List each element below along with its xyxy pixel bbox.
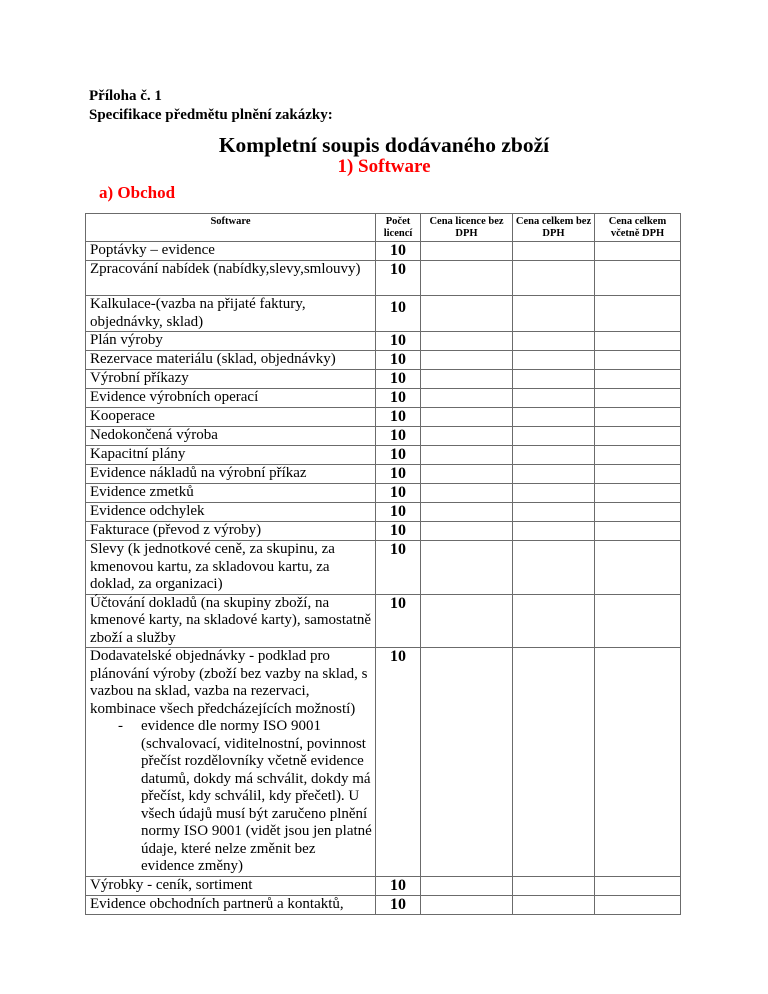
table-header-row bbox=[86, 214, 681, 242]
row-name: Poptávky – evidence bbox=[86, 242, 376, 261]
column-header-total-incl-vat: Cena celkem včetně DPH bbox=[595, 214, 681, 242]
row-total-vat[interactable] bbox=[595, 648, 681, 877]
row-total-vat[interactable] bbox=[595, 541, 681, 595]
iso-9001-bullet bbox=[90, 718, 372, 876]
row-qty: 10 bbox=[376, 876, 421, 895]
row-name: Evidence nákladů na výrobní příkaz bbox=[86, 465, 376, 484]
row-qty: 10 bbox=[376, 389, 421, 408]
specification-heading: Specifikace předmětu plnění zakázky: bbox=[89, 107, 333, 123]
row-total[interactable] bbox=[513, 408, 595, 427]
row-total[interactable] bbox=[513, 895, 595, 914]
row-name: Kapacitní plány bbox=[86, 446, 376, 465]
row-name: Účtování dokladů (na skupiny zboží, na kmenové karty, na skladové karty), samostatně zboží a služby bbox=[86, 594, 376, 648]
row-qty: 10 bbox=[376, 648, 421, 877]
table-row bbox=[86, 895, 681, 914]
row-qty: 10 bbox=[376, 541, 421, 595]
table-row bbox=[86, 332, 681, 351]
software-spec-table bbox=[85, 213, 681, 915]
row-total[interactable] bbox=[513, 876, 595, 895]
row-total[interactable] bbox=[513, 484, 595, 503]
row-name: Kalkulace-(vazba na přijaté faktury, objednávky, sklad) bbox=[86, 296, 376, 332]
row-qty: 10 bbox=[376, 332, 421, 351]
row-name: Evidence odchylek bbox=[86, 503, 376, 522]
table-row bbox=[86, 261, 681, 296]
table-row bbox=[86, 648, 681, 877]
table-row bbox=[86, 541, 681, 595]
row-total[interactable] bbox=[513, 261, 595, 296]
row-unit-price[interactable] bbox=[421, 648, 513, 877]
row-name: Slevy (k jednotkové ceně, za skupinu, za kmenovou kartu, za skladovou kartu, za doklad, za organizaci) bbox=[86, 541, 376, 595]
row-qty: 10 bbox=[376, 522, 421, 541]
table-row bbox=[86, 242, 681, 261]
row-total-vat[interactable] bbox=[595, 261, 681, 296]
row-name: Výrobní příkazy bbox=[86, 370, 376, 389]
row-total-vat[interactable] bbox=[595, 332, 681, 351]
row-total-vat[interactable] bbox=[595, 895, 681, 914]
row-total[interactable] bbox=[513, 522, 595, 541]
row-qty: 10 bbox=[376, 465, 421, 484]
table-row bbox=[86, 389, 681, 408]
row-qty: 10 bbox=[376, 503, 421, 522]
table-row bbox=[86, 351, 681, 370]
row-unit-price[interactable] bbox=[421, 296, 513, 332]
column-header-license-price: Cena licence bez DPH bbox=[421, 214, 513, 242]
row-unit-price[interactable] bbox=[421, 503, 513, 522]
row-name: Evidence zmetků bbox=[86, 484, 376, 503]
row-name: Rezervace materiálu (sklad, objednávky) bbox=[86, 351, 376, 370]
row-total-vat[interactable] bbox=[595, 522, 681, 541]
table-row bbox=[86, 296, 681, 332]
row-name: Dodavatelské objednávky - podklad pro plánování výroby (zboží bez vazby na sklad, s vazbou na sklad, vazba na rezervaci, kombinace všech předcházejících možností) bbox=[90, 648, 368, 717]
row-total-vat[interactable] bbox=[595, 446, 681, 465]
row-unit-price[interactable] bbox=[421, 389, 513, 408]
row-total[interactable] bbox=[513, 332, 595, 351]
row-unit-price[interactable] bbox=[421, 594, 513, 648]
row-total-vat[interactable] bbox=[595, 427, 681, 446]
row-total[interactable] bbox=[513, 503, 595, 522]
row-unit-price[interactable] bbox=[421, 484, 513, 503]
row-unit-price[interactable] bbox=[421, 895, 513, 914]
row-name: Zpracování nabídek (nabídky,slevy,smlouvy) bbox=[86, 261, 376, 296]
row-name: Evidence výrobních operací bbox=[86, 389, 376, 408]
row-name: Výrobky - ceník, sortiment bbox=[86, 876, 376, 895]
table-row bbox=[86, 370, 681, 389]
document-title: Kompletní soupis dodávaného zboží bbox=[218, 133, 550, 157]
annex-number: Příloha č. 1 bbox=[89, 88, 162, 104]
row-unit-price[interactable] bbox=[421, 332, 513, 351]
row-name: Kooperace bbox=[86, 408, 376, 427]
row-name: Plán výroby bbox=[86, 332, 376, 351]
row-unit-price[interactable] bbox=[421, 408, 513, 427]
row-total[interactable] bbox=[513, 351, 595, 370]
row-unit-price[interactable] bbox=[421, 242, 513, 261]
row-total-vat[interactable] bbox=[595, 242, 681, 261]
column-header-license-count: Počet licencí bbox=[376, 214, 421, 242]
row-unit-price[interactable] bbox=[421, 465, 513, 484]
row-total-vat[interactable] bbox=[595, 296, 681, 332]
row-total-vat[interactable] bbox=[595, 876, 681, 895]
row-unit-price[interactable] bbox=[421, 876, 513, 895]
row-unit-price[interactable] bbox=[421, 261, 513, 296]
row-qty: 10 bbox=[376, 895, 421, 914]
row-total[interactable] bbox=[513, 446, 595, 465]
row-qty: 10 bbox=[376, 446, 421, 465]
column-header-total-excl-vat: Cena celkem bez DPH bbox=[513, 214, 595, 242]
row-total-vat[interactable] bbox=[595, 389, 681, 408]
row-qty: 10 bbox=[376, 370, 421, 389]
section-label-obchod: a) Obchod bbox=[99, 183, 176, 202]
row-qty: 10 bbox=[376, 296, 421, 332]
row-total-vat[interactable] bbox=[595, 594, 681, 648]
row-unit-price[interactable] bbox=[421, 541, 513, 595]
row-total[interactable] bbox=[513, 427, 595, 446]
table-row bbox=[86, 522, 681, 541]
row-total-vat[interactable] bbox=[595, 351, 681, 370]
row-name: Nedokončená výroba bbox=[86, 427, 376, 446]
row-qty: 10 bbox=[376, 427, 421, 446]
row-qty: 10 bbox=[376, 351, 421, 370]
row-total-vat[interactable] bbox=[595, 503, 681, 522]
row-qty: 10 bbox=[376, 242, 421, 261]
table-row bbox=[86, 594, 681, 648]
row-total[interactable] bbox=[513, 541, 595, 595]
row-total[interactable] bbox=[513, 648, 595, 877]
document-subtitle: 1) Software bbox=[337, 156, 431, 177]
annex-header bbox=[89, 87, 333, 125]
row-qty: 10 bbox=[376, 484, 421, 503]
row-unit-price[interactable] bbox=[421, 446, 513, 465]
row-total[interactable] bbox=[513, 389, 595, 408]
column-header-software: Software bbox=[86, 214, 376, 242]
row-name-with-bullet bbox=[86, 648, 376, 877]
row-qty: 10 bbox=[376, 594, 421, 648]
row-unit-price[interactable] bbox=[421, 522, 513, 541]
bullet-text: evidence dle normy ISO 9001 (schvalovací, viditelnostní, povinnost přečíst rozdělovníky včetně evidence datumů, dokdy má schválit, dokdy má přečíst, kdy schválil, kdy přečetl). U všech údajů musí být zaručeno plnění normy ISO 9001 (vidět jsou jen platné údaje, které nelze změnit bez evidence změny) bbox=[141, 718, 372, 874]
row-name: Evidence obchodních partnerů a kontaktů, bbox=[86, 895, 376, 914]
row-total-vat[interactable] bbox=[595, 465, 681, 484]
table-row bbox=[86, 408, 681, 427]
row-unit-price[interactable] bbox=[421, 351, 513, 370]
row-total[interactable] bbox=[513, 465, 595, 484]
row-qty: 10 bbox=[376, 261, 421, 296]
table-row bbox=[86, 876, 681, 895]
bullet-dash: - bbox=[118, 718, 123, 734]
table-row bbox=[86, 427, 681, 446]
row-total[interactable] bbox=[513, 296, 595, 332]
row-name: Fakturace (převod z výroby) bbox=[86, 522, 376, 541]
table-row bbox=[86, 484, 681, 503]
table-row bbox=[86, 465, 681, 484]
row-total[interactable] bbox=[513, 242, 595, 261]
table-row bbox=[86, 446, 681, 465]
row-unit-price[interactable] bbox=[421, 427, 513, 446]
row-total-vat[interactable] bbox=[595, 408, 681, 427]
row-unit-price[interactable] bbox=[421, 370, 513, 389]
row-total-vat[interactable] bbox=[595, 370, 681, 389]
table-row bbox=[86, 503, 681, 522]
row-total[interactable] bbox=[513, 594, 595, 648]
row-qty: 10 bbox=[376, 408, 421, 427]
row-total[interactable] bbox=[513, 370, 595, 389]
row-total-vat[interactable] bbox=[595, 484, 681, 503]
